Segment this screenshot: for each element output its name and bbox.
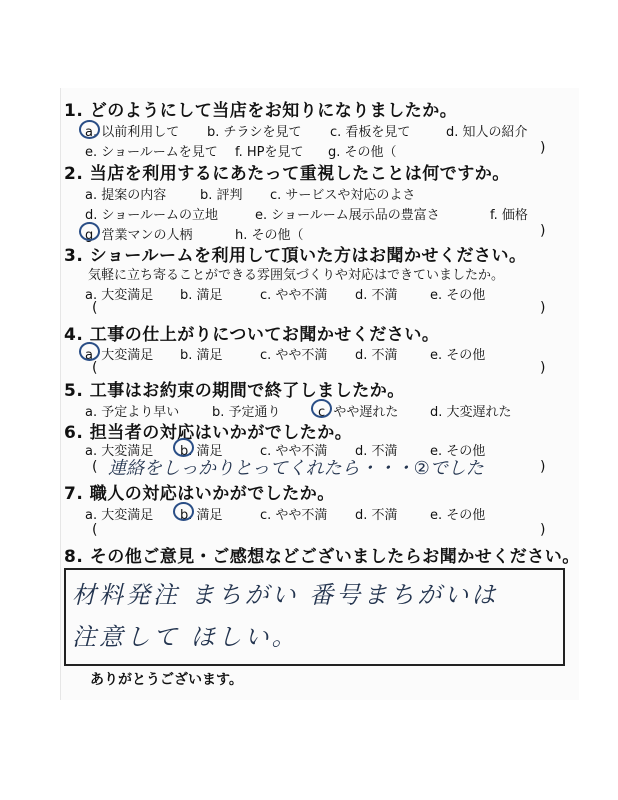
- answer-circle: [79, 222, 100, 241]
- q1-option-c[interactable]: c. 看板を見て: [330, 125, 411, 140]
- answer-circle: [311, 399, 332, 418]
- q3-option-a[interactable]: a. 大変満足: [85, 288, 154, 303]
- q3-subtitle: 気軽に立ち寄ることができる雰囲気づくりや対応はできていましたか。: [88, 268, 505, 283]
- answer-circle: [173, 502, 194, 521]
- q8-handwritten-line-2: 注意して ほしい。: [72, 623, 299, 651]
- q1-option-d[interactable]: d. 知人の紹介: [446, 125, 528, 140]
- q2-option-d[interactable]: d. ショールームの立地: [85, 208, 218, 223]
- q6-open-paren: (: [92, 459, 98, 475]
- q4-close-paren: ): [540, 360, 546, 376]
- q7-option-e[interactable]: e. その他: [430, 508, 486, 523]
- question-6-title: 6. 担当者の対応はいかがでしたか。: [64, 423, 353, 443]
- question-4-title: 4. 工事の仕上がりについてお聞かせください。: [64, 325, 440, 345]
- answer-circle: [79, 342, 100, 361]
- q1-option-f[interactable]: f. HPを見て: [235, 145, 304, 160]
- q6-option-d[interactable]: d. 不満: [355, 444, 398, 459]
- question-3-title: 3. ショールームを利用して頂いた方はお聞かせください。: [64, 246, 527, 266]
- q6-option-b[interactable]: b. 満足: [180, 444, 223, 459]
- q3-option-d[interactable]: d. 不満: [355, 288, 398, 303]
- q5-option-b[interactable]: b. 予定通り: [212, 405, 281, 420]
- question-2-title: 2. 当店を利用するにあたって重視したことは何ですか。: [64, 164, 510, 184]
- q8-handwritten-line-1: 材料発注 まちがい 番号まちがいは: [72, 581, 499, 609]
- question-1-title: 1. どのようにして当店をお知りになりましたか。: [64, 101, 458, 121]
- question-7-title: 7. 職人の対応はいかがでしたか。: [64, 484, 335, 504]
- q2-option-b[interactable]: b. 評判: [200, 188, 243, 203]
- q3-option-e[interactable]: e. その他: [430, 288, 486, 303]
- q1-option-g[interactable]: g. その他（: [328, 145, 397, 160]
- q4-option-b[interactable]: b. 満足: [180, 348, 223, 363]
- q6-handwritten-comment: 連絡をしっかりとってくれたら・・・②でした: [108, 458, 484, 479]
- q2-option-c[interactable]: c. サービスや対応のよさ: [270, 188, 416, 203]
- q7-option-a[interactable]: a. 大変満足: [85, 508, 154, 523]
- q3-open-paren: (: [92, 300, 98, 316]
- q2-option-g[interactable]: g. 営業マンの人柄: [85, 228, 193, 243]
- q4-option-a[interactable]: a. 大変満足: [85, 348, 154, 363]
- closing-message: ありがとうございます。: [90, 672, 243, 688]
- q7-option-d[interactable]: d. 不満: [355, 508, 398, 523]
- q4-option-c[interactable]: c. やや不満: [260, 348, 328, 363]
- answer-circle: [79, 120, 100, 139]
- q3-option-b[interactable]: b. 満足: [180, 288, 223, 303]
- q5-option-c[interactable]: c. やや遅れた: [318, 405, 399, 420]
- q1-option-a[interactable]: a. 以前利用して: [85, 125, 180, 140]
- question-8-title: 8. その他ご意見・ご感想などございましたらお聞かせください。: [64, 547, 580, 567]
- q6-option-e[interactable]: e. その他: [430, 444, 486, 459]
- q4-open-paren: (: [92, 360, 98, 376]
- q5-option-a[interactable]: a. 予定より早い: [85, 405, 180, 420]
- q7-close-paren: ): [540, 522, 546, 538]
- q3-close-paren: ): [540, 300, 546, 316]
- q7-option-c[interactable]: c. やや不満: [260, 508, 328, 523]
- q5-option-d[interactable]: d. 大変遅れた: [430, 405, 512, 420]
- q7-option-b[interactable]: b. 満足: [180, 508, 223, 523]
- q2-option-f[interactable]: f. 価格: [490, 208, 528, 223]
- q6-close-paren: ): [540, 459, 546, 475]
- q6-option-a[interactable]: a. 大変満足: [85, 444, 154, 459]
- q2-option-e[interactable]: e. ショールーム展示品の豊富さ: [255, 208, 440, 223]
- q1-option-b[interactable]: b. チラシを見て: [207, 125, 302, 140]
- q2-option-a[interactable]: a. 提案の内容: [85, 188, 167, 203]
- q3-option-c[interactable]: c. やや不満: [260, 288, 328, 303]
- q4-option-e[interactable]: e. その他: [430, 348, 486, 363]
- q2-close-paren: ): [540, 223, 546, 239]
- q2-option-h[interactable]: h. その他（: [235, 228, 304, 243]
- q1-close-paren: ): [540, 140, 546, 156]
- q1-option-e[interactable]: e. ショールームを見て: [85, 145, 218, 160]
- question-5-title: 5. 工事はお約束の期間で終了しましたか。: [64, 381, 405, 401]
- q4-option-d[interactable]: d. 不満: [355, 348, 398, 363]
- q7-open-paren: (: [92, 522, 98, 538]
- q6-option-c[interactable]: c. やや不満: [260, 444, 328, 459]
